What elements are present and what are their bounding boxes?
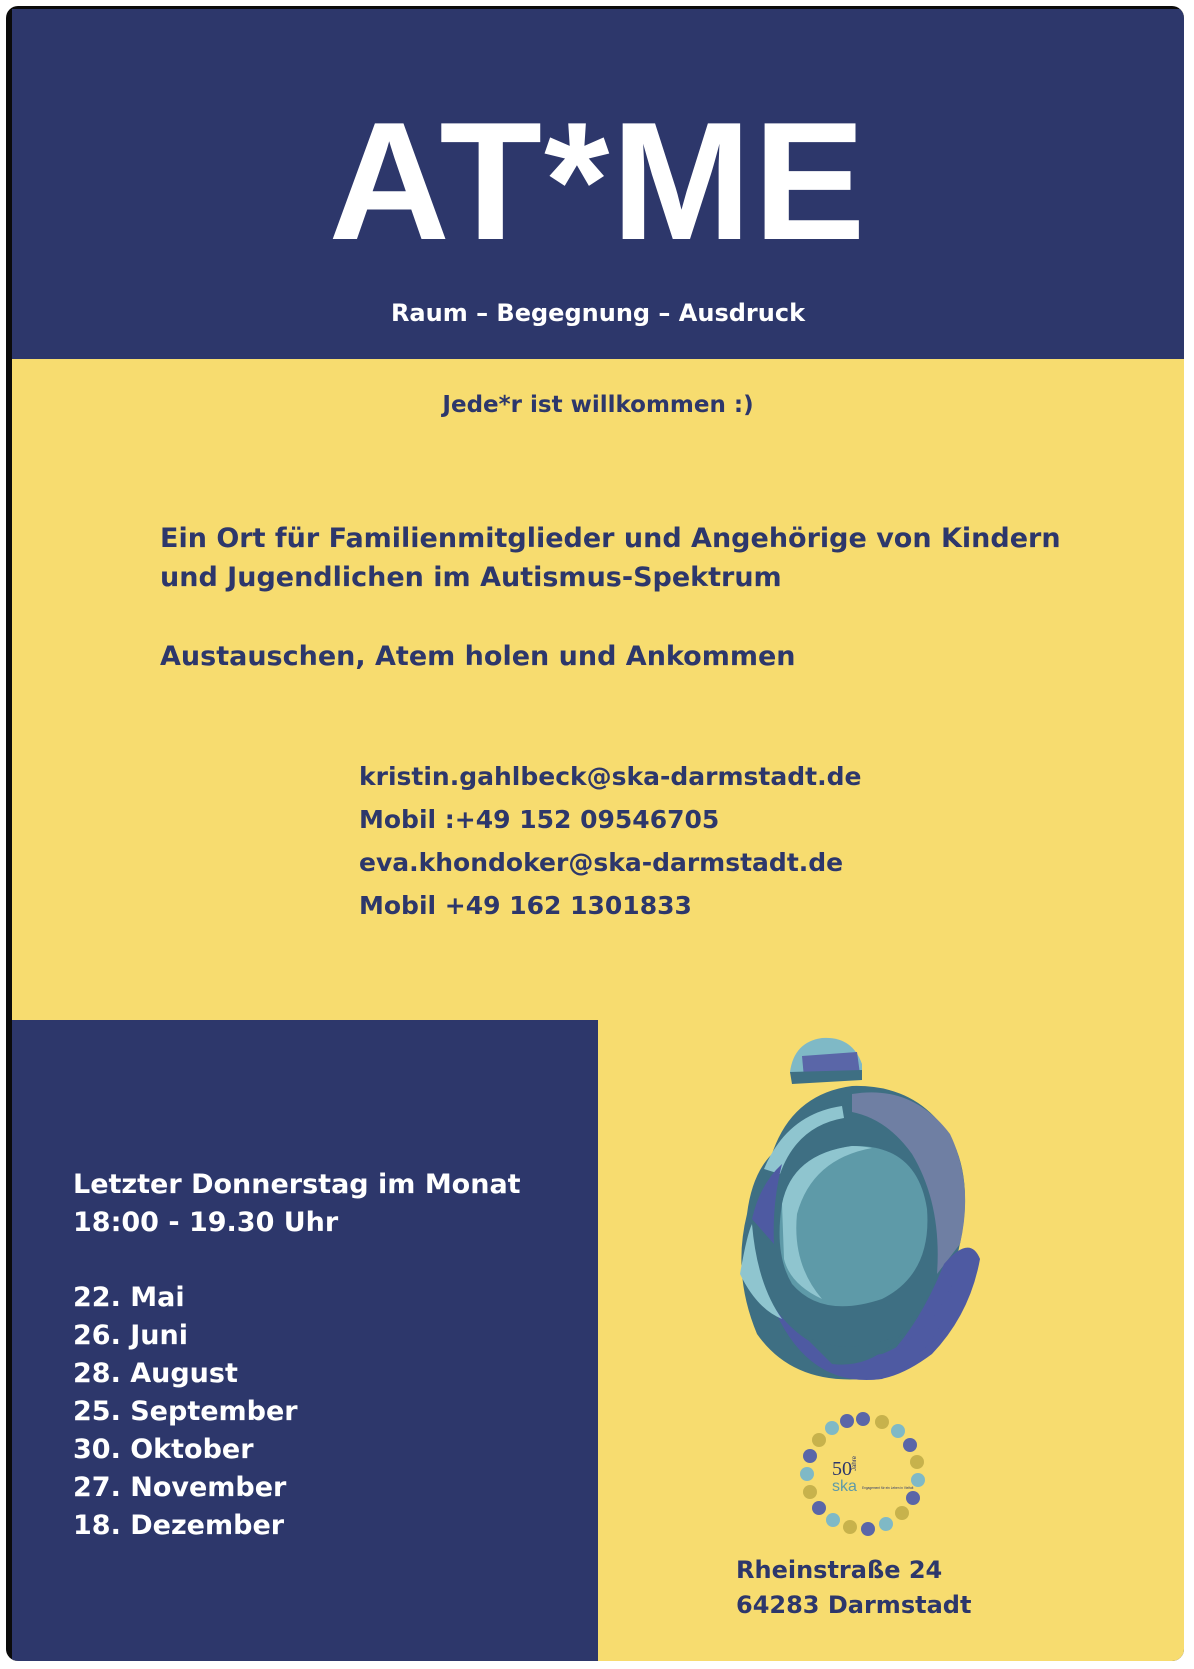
ska-anniversary-logo bbox=[798, 1409, 928, 1539]
date-item: 30. Oktober bbox=[73, 1434, 254, 1465]
contact-block bbox=[359, 755, 861, 927]
date-item: 27. November bbox=[73, 1472, 287, 1503]
date-item: 22. Mai bbox=[73, 1282, 185, 1313]
address-street: Rheinstraße 24 bbox=[736, 1556, 943, 1584]
description-line: Ein Ort für Familienmitglieder und Angehörige von Kindern bbox=[160, 523, 1061, 554]
poster-title: AT*ME bbox=[328, 87, 868, 275]
schedule-time: 18:00 - 19.30 Uhr bbox=[73, 1207, 339, 1238]
phone-number: Mobil +49 162 1301833 bbox=[359, 891, 692, 920]
logo-ring bbox=[800, 1412, 925, 1536]
logo-number: 50 bbox=[832, 1458, 852, 1480]
date-item: 28. August bbox=[73, 1358, 238, 1389]
poster bbox=[12, 9, 1184, 1661]
description bbox=[160, 519, 1100, 597]
poster-frame bbox=[6, 6, 1184, 1661]
logo-name: ska bbox=[832, 1478, 857, 1495]
poster-subtitle: Raum – Begegnung – Ausdruck bbox=[390, 299, 806, 327]
curled-figure-illustration bbox=[712, 1034, 982, 1389]
address-block bbox=[736, 1553, 971, 1623]
header-banner bbox=[12, 9, 1184, 359]
description-line: und Jugendlichen im Autismus-Spektrum bbox=[160, 562, 782, 593]
phone-number: Mobil :+49 152 09546705 bbox=[359, 805, 720, 834]
tagline: Austauschen, Atem holen und Ankommen bbox=[160, 641, 796, 672]
date-item: 18. Dezember bbox=[73, 1510, 285, 1541]
logo-slogan: Engagement für ein Leben in Vielfalt bbox=[862, 1486, 914, 1490]
date-list bbox=[73, 1279, 298, 1545]
address-city: 64283 Darmstadt bbox=[736, 1591, 972, 1619]
email-link[interactable]: kristin.gahlbeck@ska-darmstadt.de bbox=[359, 762, 862, 791]
schedule-heading: Letzter Donnerstag im Monat bbox=[73, 1169, 521, 1200]
date-item: 26. Juni bbox=[73, 1320, 188, 1351]
schedule-panel bbox=[12, 1020, 598, 1661]
date-item: 25. September bbox=[73, 1396, 298, 1427]
schedule-heading-block bbox=[73, 1166, 521, 1242]
welcome-text: Jede*r ist willkommen :) bbox=[442, 392, 754, 418]
email-link[interactable]: eva.khondoker@ska-darmstadt.de bbox=[359, 848, 844, 877]
logo-jahre: Jahre bbox=[852, 1455, 858, 1471]
